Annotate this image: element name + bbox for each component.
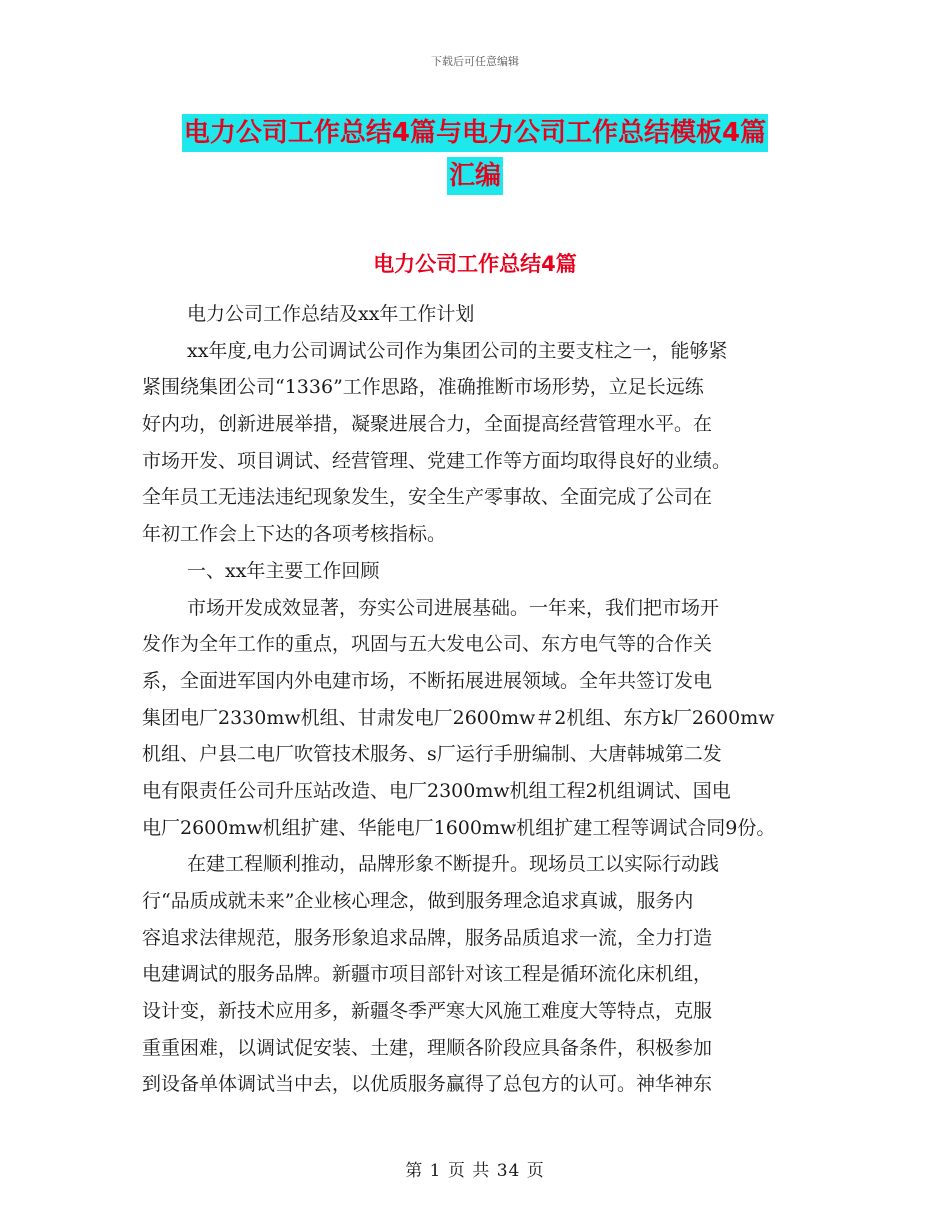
text-line: 电力公司工作总结及xx年工作计划 — [187, 303, 475, 325]
text-line: 电厂2600mw机组扩建、华能电厂1600mw机组扩建工程等调试合同9份。 — [142, 816, 776, 839]
text-line: 到设备单体调试当中去，以优质服务赢得了总包方的认可。神华神东 — [142, 1073, 713, 1096]
document-title-line-1 — [0, 112, 950, 149]
text-line: 发作为全年工作的重点，巩固与五大发电公司、东方电气等的合作关 — [142, 633, 713, 656]
text-line: 年初工作会上下达的各项考核指标。 — [142, 523, 447, 546]
text-line: 重重困难，以调试促安装、土建，理顺各阶段应具备条件，积极参加 — [142, 1036, 713, 1059]
text-line: 容追求法律规范，服务形象追求品牌，服务品质追求一流，全力打造 — [142, 926, 713, 949]
text-line: 集团电厂2330mw机组、甘肃发电厂2600mw＃2机组、东方k厂2600mw — [142, 706, 775, 729]
page-footer: 第 1 页 共 34 页 — [405, 1161, 545, 1181]
text-line: 市场开发、项目调试、经营管理、党建工作等方面均取得良好的业绩。 — [142, 449, 732, 472]
text-line: 设计变，新技术应用多，新疆冬季严寒大风施工难度大等特点，克服 — [142, 1000, 713, 1023]
document-title-text-2: 汇编 — [447, 157, 503, 195]
document-title-text-1: 电力公司工作总结4篇与电力公司工作总结模板4篇 — [182, 114, 768, 152]
document-title-line-2 — [0, 155, 950, 192]
text-line: 电建调试的服务品牌。新疆市项目部针对该工程是循环流化床机组， — [142, 963, 713, 986]
text-line: 好内功，创新进展举措，凝聚进展合力，全面提高经营管理水平。在 — [142, 413, 713, 436]
header-note: 下载后可任意编辑 — [431, 55, 519, 68]
text-line: 全年员工无违法违纪现象发生，安全生产零事故、全面完成了公司在 — [142, 486, 713, 509]
text-line: 在建工程顺利推动，品牌形象不断提升。现场员工以实际行动践 — [187, 853, 720, 876]
text-line: 系，全面进军国内外电建市场，不断拓展进展领域。全年共签订发电 — [142, 669, 713, 692]
text-line: 一、xx年主要工作回顾 — [187, 559, 380, 582]
text-line: xx年度,电力公司调试公司作为集团公司的主要支柱之一，能够紧 — [187, 339, 728, 362]
section-title: 电力公司工作总结4篇 — [373, 252, 577, 276]
text-line: 行“品质成就未来”企业核心理念，做到服务理念追求真诚，服务内 — [142, 890, 694, 912]
body-text — [142, 296, 842, 1103]
text-line: 机组、户县二电厂吹管技术服务、s厂运行手册编制、大唐韩城第二发 — [142, 743, 722, 766]
text-line: 电有限责任公司升压站改造、电厂2300mw机组工程2机组调试、国电 — [142, 779, 731, 802]
text-line: 市场开发成效显著，夯实公司进展基础。一年来，我们把市场开 — [187, 596, 720, 619]
text-line: 紧围绕集团公司“1336”工作思路，准确推断市场形势，立足长远练 — [142, 376, 704, 399]
